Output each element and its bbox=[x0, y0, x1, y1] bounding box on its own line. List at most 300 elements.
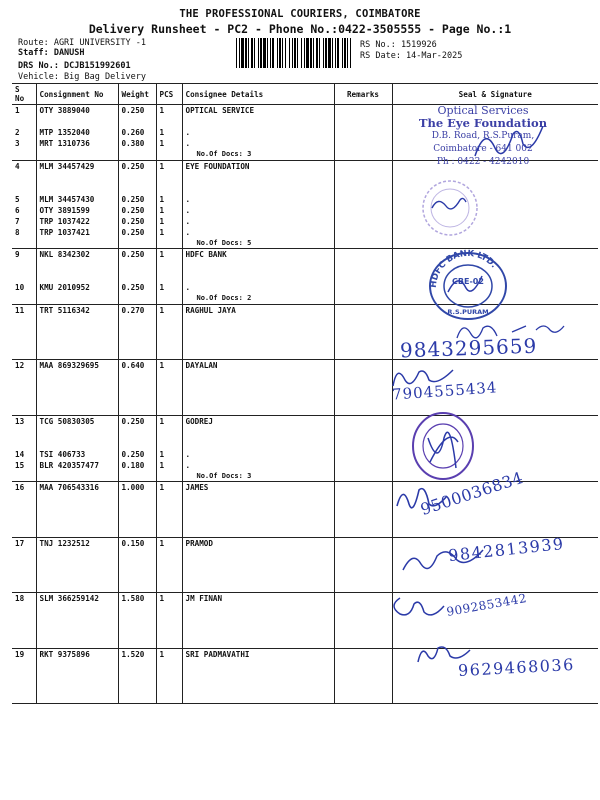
cell-cons bbox=[36, 438, 118, 449]
cell-details bbox=[182, 615, 334, 626]
cell-details bbox=[182, 260, 334, 271]
cell-pcs: 1 bbox=[156, 127, 182, 138]
group-footer-row bbox=[12, 637, 598, 648]
cell-remarks bbox=[334, 427, 392, 438]
hdfc-bank-seal bbox=[426, 248, 512, 322]
cell-pcs bbox=[156, 682, 182, 693]
cell-weight bbox=[118, 549, 156, 560]
cell-weight bbox=[118, 604, 156, 615]
cell-remarks bbox=[334, 660, 392, 671]
cell-cons bbox=[36, 338, 118, 349]
cell-remarks bbox=[334, 327, 392, 338]
cell-details: EYE FOUNDATION bbox=[182, 160, 334, 172]
cell-pcs: 1 bbox=[156, 160, 182, 172]
cell-remarks bbox=[334, 282, 392, 293]
cell-cons bbox=[36, 427, 118, 438]
barcode-bar bbox=[323, 38, 324, 68]
cell-cons bbox=[36, 504, 118, 515]
barcode-bar bbox=[319, 38, 320, 68]
cell-empty bbox=[12, 238, 36, 249]
cell-details bbox=[182, 626, 334, 637]
cell-cons: OTY 3891599 bbox=[36, 205, 118, 216]
cell-sno bbox=[12, 515, 36, 526]
cell-pcs bbox=[156, 260, 182, 271]
table-row bbox=[12, 560, 598, 571]
cell-details bbox=[182, 172, 334, 183]
cell-cons: BLR 420357477 bbox=[36, 460, 118, 471]
cell-weight: 0.250 bbox=[118, 449, 156, 460]
cell-details bbox=[182, 660, 334, 671]
cell-cons bbox=[36, 260, 118, 271]
table-row bbox=[12, 449, 598, 460]
barcode-icon bbox=[236, 38, 354, 68]
cell-remarks bbox=[334, 194, 392, 205]
barcode-bar bbox=[251, 38, 253, 68]
cell-sno bbox=[12, 382, 36, 393]
cell-weight: 0.250 bbox=[118, 249, 156, 261]
cell-details bbox=[182, 438, 334, 449]
cell-remarks bbox=[334, 249, 392, 261]
cell-empty bbox=[334, 293, 392, 304]
cell-sno: 5 bbox=[12, 194, 36, 205]
cell-remarks bbox=[334, 571, 392, 582]
cell-details bbox=[182, 515, 334, 526]
cell-remarks bbox=[334, 549, 392, 560]
cell-empty bbox=[118, 238, 156, 249]
cell-pcs bbox=[156, 382, 182, 393]
barcode-bar bbox=[260, 38, 262, 68]
cell-cons: MLM 34457430 bbox=[36, 194, 118, 205]
col-weight: Weight bbox=[118, 84, 156, 105]
cell-remarks bbox=[334, 172, 392, 183]
barcode-bar bbox=[272, 38, 274, 68]
cell-pcs: 1 bbox=[156, 304, 182, 316]
cell-cons: RKT 9375896 bbox=[36, 648, 118, 660]
cell-weight bbox=[118, 271, 156, 282]
cell-weight bbox=[118, 660, 156, 671]
barcode-bar bbox=[254, 38, 255, 68]
cell-empty bbox=[12, 637, 36, 648]
barcode-bar bbox=[306, 38, 309, 68]
no-of-docs: No.Of Docs: 2 bbox=[182, 293, 334, 304]
barcode-bar bbox=[267, 38, 268, 68]
table-row bbox=[12, 205, 598, 216]
cell-weight bbox=[118, 172, 156, 183]
cell-empty bbox=[334, 404, 392, 415]
james-phone: 9500036834 bbox=[418, 467, 526, 519]
cell-empty bbox=[12, 293, 36, 304]
cell-empty bbox=[36, 526, 118, 537]
cell-sno: 11 bbox=[12, 304, 36, 316]
cell-pcs: 1 bbox=[156, 593, 182, 605]
cell-remarks bbox=[334, 371, 392, 382]
optical-services-seal: Optical Services The Eye Foundation D.B. Road, R.S.Puram, Coimbatore - 641 002 Ph : 0422 - 4242010 bbox=[418, 104, 548, 167]
cell-details: JM FINAN bbox=[182, 593, 334, 605]
cell-cons: TSI 406733 bbox=[36, 449, 118, 460]
cell-pcs bbox=[156, 172, 182, 183]
cell-seal bbox=[392, 682, 598, 693]
cell-empty bbox=[156, 404, 182, 415]
table-header-row bbox=[12, 84, 598, 105]
barcode-bar bbox=[270, 38, 271, 68]
rs-number: RS No.: 1519926 bbox=[360, 40, 437, 50]
cell-details bbox=[182, 371, 334, 382]
col-consignment: Consignment No bbox=[36, 84, 118, 105]
staff-label: Staff: DANUSH bbox=[18, 48, 85, 58]
cell-remarks bbox=[334, 415, 392, 427]
cell-weight: 1.520 bbox=[118, 648, 156, 660]
cell-sno: 4 bbox=[12, 160, 36, 172]
cell-cons: TCG 50830305 bbox=[36, 415, 118, 427]
cell-cons: MLM 34457429 bbox=[36, 160, 118, 172]
vehicle-label: Vehicle: Big Bag Delivery bbox=[18, 72, 146, 82]
cell-weight bbox=[118, 615, 156, 626]
cell-cons bbox=[36, 560, 118, 571]
cell-weight: 0.640 bbox=[118, 360, 156, 372]
cell-empty bbox=[118, 349, 156, 360]
cell-empty bbox=[334, 349, 392, 360]
cell-sno: 15 bbox=[12, 460, 36, 471]
cell-details: . bbox=[182, 282, 334, 293]
cell-sno: 1 bbox=[12, 105, 36, 117]
cell-sno bbox=[12, 604, 36, 615]
cell-weight: 0.250 bbox=[118, 216, 156, 227]
cell-remarks bbox=[334, 626, 392, 637]
table-row bbox=[12, 493, 598, 504]
cell-cons bbox=[36, 371, 118, 382]
cell-sno bbox=[12, 560, 36, 571]
cell-pcs bbox=[156, 560, 182, 571]
cell-details bbox=[182, 116, 334, 127]
cell-empty bbox=[392, 693, 598, 704]
cell-empty bbox=[12, 582, 36, 593]
cell-sno: 9 bbox=[12, 249, 36, 261]
cell-details bbox=[182, 493, 334, 504]
godrej-stamp bbox=[410, 410, 476, 482]
cell-pcs bbox=[156, 393, 182, 404]
jm-signature bbox=[388, 592, 448, 622]
cell-details bbox=[182, 393, 334, 404]
cell-details: JAMES bbox=[182, 482, 334, 494]
no-of-docs: No.Of Docs: 5 bbox=[182, 238, 334, 249]
cell-cons bbox=[36, 316, 118, 327]
cell-cons: TRP 1037421 bbox=[36, 227, 118, 238]
cell-empty bbox=[156, 582, 182, 593]
cell-pcs: 1 bbox=[156, 482, 182, 494]
cell-details bbox=[182, 571, 334, 582]
cell-details: SRI PADMAVATHI bbox=[182, 648, 334, 660]
cell-empty bbox=[12, 526, 36, 537]
cell-sno: 16 bbox=[12, 482, 36, 494]
cell-weight: 0.250 bbox=[118, 205, 156, 216]
cell-weight: 0.250 bbox=[118, 282, 156, 293]
cell-weight: 0.250 bbox=[118, 415, 156, 427]
cell-details bbox=[182, 327, 334, 338]
cell-cons bbox=[36, 571, 118, 582]
cell-details bbox=[182, 504, 334, 515]
cell-pcs bbox=[156, 183, 182, 194]
cell-sno: 19 bbox=[12, 648, 36, 660]
cell-pcs: 1 bbox=[156, 194, 182, 205]
barcode-bar bbox=[337, 38, 339, 68]
barcode-bar bbox=[301, 38, 302, 68]
table-row bbox=[12, 438, 598, 449]
cell-remarks bbox=[334, 138, 392, 149]
cell-empty bbox=[118, 693, 156, 704]
cell-empty bbox=[334, 149, 392, 160]
cell-cons bbox=[36, 615, 118, 626]
cell-sno bbox=[12, 549, 36, 560]
barcode-bar bbox=[347, 38, 348, 68]
cell-pcs: 1 bbox=[156, 138, 182, 149]
cell-details: . bbox=[182, 216, 334, 227]
signature-scribble bbox=[470, 126, 550, 166]
table-row bbox=[12, 615, 598, 626]
cell-details: DAYALAN bbox=[182, 360, 334, 372]
cell-weight bbox=[118, 116, 156, 127]
table-row bbox=[12, 415, 598, 427]
cell-pcs: 1 bbox=[156, 227, 182, 238]
cell-details: . bbox=[182, 227, 334, 238]
cell-cons: OTY 3889040 bbox=[36, 105, 118, 117]
cell-cons bbox=[36, 393, 118, 404]
barcode-bar bbox=[350, 38, 351, 68]
cell-remarks bbox=[334, 216, 392, 227]
cell-empty bbox=[36, 693, 118, 704]
cell-cons bbox=[36, 382, 118, 393]
cell-empty bbox=[156, 526, 182, 537]
cell-empty bbox=[156, 693, 182, 704]
cell-empty bbox=[334, 526, 392, 537]
svg-text:R.S.PURAM: R.S.PURAM bbox=[447, 308, 489, 316]
table-row bbox=[12, 382, 598, 393]
cell-sno: 13 bbox=[12, 415, 36, 427]
barcode-bar bbox=[325, 38, 327, 68]
cell-sno: 7 bbox=[12, 216, 36, 227]
cell-weight: 0.270 bbox=[118, 304, 156, 316]
cell-weight: 0.260 bbox=[118, 127, 156, 138]
cell-weight bbox=[118, 493, 156, 504]
cell-pcs bbox=[156, 504, 182, 515]
cell-details bbox=[182, 316, 334, 327]
cell-remarks bbox=[334, 648, 392, 660]
svg-text:HDFC BANK LTD.: HDFC BANK LTD. bbox=[428, 248, 499, 289]
cell-remarks bbox=[334, 227, 392, 238]
company-title: THE PROFESSIONAL COURIERS, COIMBATORE bbox=[179, 8, 421, 20]
drs-number: DRS No.: DCJB151992601 bbox=[18, 61, 131, 71]
svg-text:CBE-02: CBE-02 bbox=[452, 277, 484, 286]
table-row bbox=[12, 227, 598, 238]
cell-weight bbox=[118, 438, 156, 449]
cell-cons bbox=[36, 515, 118, 526]
cell-weight bbox=[118, 515, 156, 526]
barcode-bar bbox=[342, 38, 343, 68]
cell-details: . bbox=[182, 138, 334, 149]
cell-sno bbox=[12, 371, 36, 382]
cell-sno bbox=[12, 682, 36, 693]
cell-pcs bbox=[156, 327, 182, 338]
cell-details: . bbox=[182, 194, 334, 205]
cell-details: . bbox=[182, 449, 334, 460]
barcode-bar bbox=[316, 38, 318, 68]
barcode-bar bbox=[239, 38, 240, 68]
barcode-bar bbox=[344, 38, 346, 68]
cell-details bbox=[182, 671, 334, 682]
cell-details bbox=[182, 560, 334, 571]
cell-sno bbox=[12, 660, 36, 671]
table-row bbox=[12, 427, 598, 438]
barcode-bar bbox=[335, 38, 336, 68]
cell-seal bbox=[392, 626, 598, 637]
cell-pcs: 1 bbox=[156, 205, 182, 216]
cell-pcs bbox=[156, 660, 182, 671]
cell-remarks bbox=[334, 260, 392, 271]
cell-pcs bbox=[156, 116, 182, 127]
cell-remarks bbox=[334, 504, 392, 515]
cell-weight bbox=[118, 327, 156, 338]
cell-details bbox=[182, 382, 334, 393]
cell-empty bbox=[392, 526, 598, 537]
table-row bbox=[12, 515, 598, 526]
cell-details: . bbox=[182, 127, 334, 138]
cell-pcs bbox=[156, 671, 182, 682]
barcode-bar bbox=[285, 38, 286, 68]
cell-empty bbox=[334, 471, 392, 482]
cell-weight bbox=[118, 504, 156, 515]
cell-empty bbox=[118, 404, 156, 415]
barcode-bar bbox=[248, 38, 249, 68]
cell-sno bbox=[12, 493, 36, 504]
cell-empty bbox=[334, 637, 392, 648]
cell-empty bbox=[12, 149, 36, 160]
cell-remarks bbox=[334, 482, 392, 494]
cell-sno bbox=[12, 260, 36, 271]
cell-remarks bbox=[334, 460, 392, 471]
cell-weight: 0.250 bbox=[118, 160, 156, 172]
cell-cons: MAA 869329695 bbox=[36, 360, 118, 372]
table-row bbox=[12, 626, 598, 637]
cell-empty bbox=[12, 404, 36, 415]
cell-sno: 10 bbox=[12, 282, 36, 293]
cell-remarks bbox=[334, 105, 392, 117]
cell-empty bbox=[36, 471, 118, 482]
barcode-bar bbox=[282, 38, 283, 68]
cell-sno bbox=[12, 183, 36, 194]
cell-details: OPTICAL SERVICE bbox=[182, 105, 334, 117]
cell-weight: 0.180 bbox=[118, 460, 156, 471]
cell-remarks bbox=[334, 160, 392, 172]
table-row bbox=[12, 172, 598, 183]
cell-remarks bbox=[334, 338, 392, 349]
barcode-bar bbox=[277, 38, 278, 68]
cell-weight: 0.150 bbox=[118, 537, 156, 549]
cell-details bbox=[182, 604, 334, 615]
cell-weight: 0.250 bbox=[118, 105, 156, 117]
cell-sno bbox=[12, 427, 36, 438]
cell-pcs bbox=[156, 615, 182, 626]
col-consignee: Consignee Details bbox=[182, 84, 334, 105]
cell-empty bbox=[118, 149, 156, 160]
cell-empty bbox=[36, 238, 118, 249]
cell-details: . bbox=[182, 205, 334, 216]
no-of-docs bbox=[182, 693, 334, 704]
cell-weight bbox=[118, 338, 156, 349]
cell-empty bbox=[36, 349, 118, 360]
table-row bbox=[12, 360, 598, 372]
cell-cons bbox=[36, 549, 118, 560]
cell-remarks bbox=[334, 360, 392, 372]
cell-sno bbox=[12, 626, 36, 637]
barcode-bar bbox=[241, 38, 244, 68]
cell-empty bbox=[12, 471, 36, 482]
cell-empty bbox=[118, 637, 156, 648]
padmavathi-phone: 9629468036 bbox=[457, 654, 576, 681]
cell-remarks bbox=[334, 382, 392, 393]
barcode-bar bbox=[289, 38, 290, 68]
cell-cons bbox=[36, 327, 118, 338]
cell-cons bbox=[36, 671, 118, 682]
group-footer-row bbox=[12, 582, 598, 593]
pramod-phone: 9842813939 bbox=[447, 533, 566, 566]
cell-weight bbox=[118, 316, 156, 327]
cell-empty bbox=[12, 693, 36, 704]
cell-empty bbox=[156, 238, 182, 249]
group-footer-row bbox=[12, 238, 598, 249]
cell-remarks bbox=[334, 205, 392, 216]
cell-details: . bbox=[182, 460, 334, 471]
cell-remarks bbox=[334, 271, 392, 282]
cell-empty bbox=[334, 693, 392, 704]
cell-sno: 3 bbox=[12, 138, 36, 149]
cell-weight bbox=[118, 560, 156, 571]
no-of-docs bbox=[182, 349, 334, 360]
cell-cons: SLM 366259142 bbox=[36, 593, 118, 605]
cell-sno bbox=[12, 571, 36, 582]
cell-weight bbox=[118, 626, 156, 637]
barcode-bar bbox=[297, 38, 298, 68]
cell-empty bbox=[36, 149, 118, 160]
no-of-docs: No.Of Docs: 3 bbox=[182, 149, 334, 160]
cell-weight: 0.250 bbox=[118, 227, 156, 238]
cell-pcs: 1 bbox=[156, 449, 182, 460]
cell-details bbox=[182, 183, 334, 194]
cell-sno bbox=[12, 393, 36, 404]
cell-pcs: 1 bbox=[156, 360, 182, 372]
cell-cons bbox=[36, 604, 118, 615]
cell-pcs bbox=[156, 438, 182, 449]
no-of-docs bbox=[182, 637, 334, 648]
cell-pcs bbox=[156, 493, 182, 504]
no-of-docs bbox=[182, 526, 334, 537]
cell-sno: 6 bbox=[12, 205, 36, 216]
cell-cons: MRT 1310736 bbox=[36, 138, 118, 149]
cell-cons: TRP 1037422 bbox=[36, 216, 118, 227]
cell-sno: 18 bbox=[12, 593, 36, 605]
table-row bbox=[12, 504, 598, 515]
cell-pcs bbox=[156, 515, 182, 526]
barcode-bar bbox=[328, 38, 331, 68]
cell-cons bbox=[36, 172, 118, 183]
cell-empty bbox=[118, 293, 156, 304]
cell-empty bbox=[118, 471, 156, 482]
cell-pcs bbox=[156, 338, 182, 349]
table-row bbox=[12, 183, 598, 194]
raghul-phone: 9843295659 bbox=[399, 333, 538, 363]
cell-pcs: 1 bbox=[156, 249, 182, 261]
cell-empty bbox=[156, 637, 182, 648]
cell-pcs bbox=[156, 316, 182, 327]
group-footer-row bbox=[12, 526, 598, 537]
